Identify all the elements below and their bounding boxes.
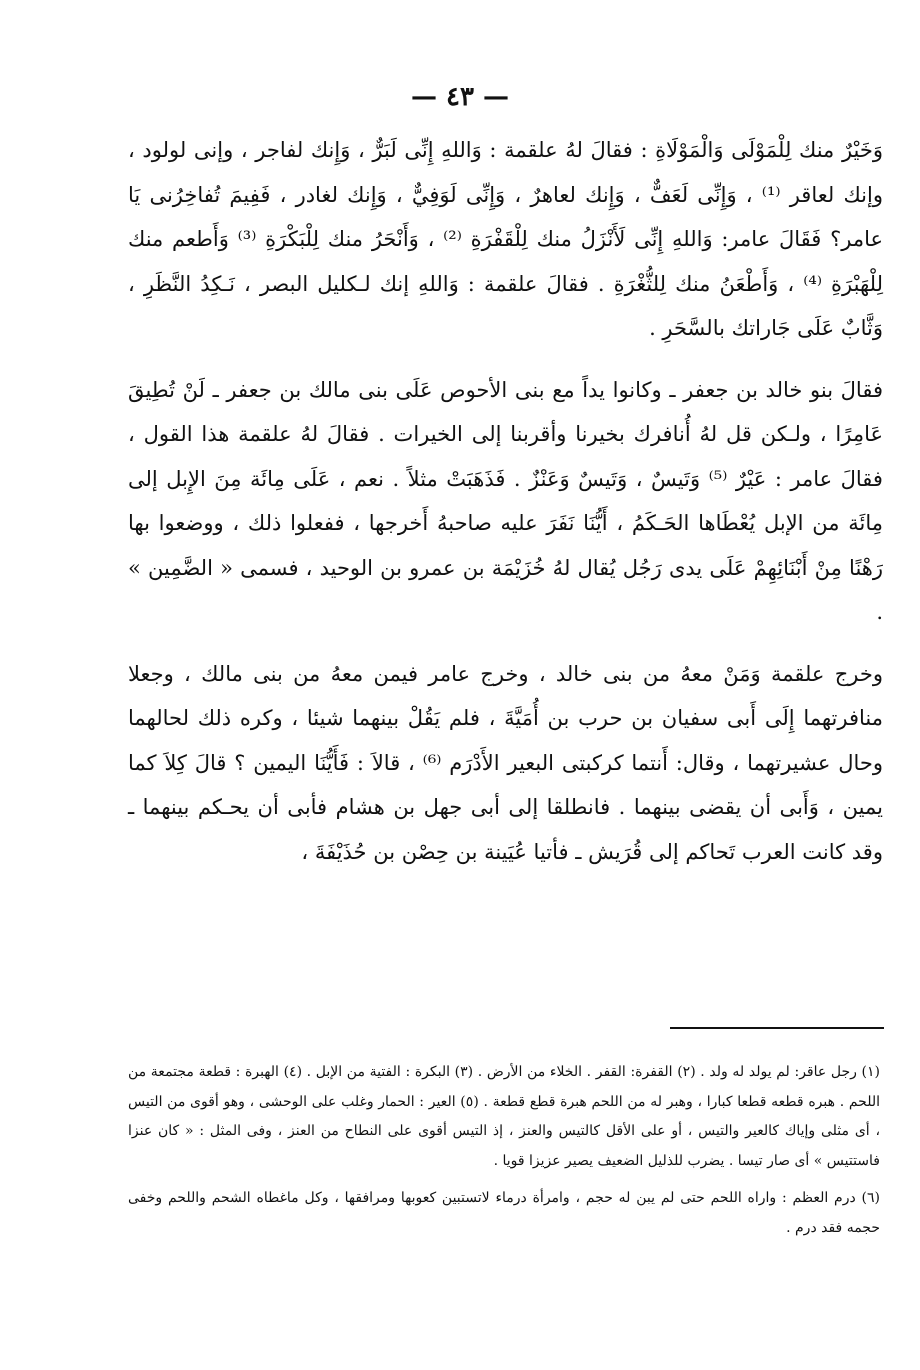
paragraph-3: وخرج علقمة وَمَنْ معهُ من بنى خالد ، وخرج عامر فيمن معهُ من بنى مالك ، وجعلا منافرتهما إِلَى أَبى سفيان بن حرب بن أُمَيَّةَ ، فلم يَقُلْ بينهما شيئا ، وكره ذلك لحالهما وحال عشيرتهما ، وقال: أَنتما كركبتى البعير الأَدْرَم ⁽⁶⁾ ، قالاَ : فَأَيُّنَا اليمين ؟ قالَ كِلاَ كما يمين ، وَأَبى أن يقضى بينهما . فانطلقا إلى أبى جهل بن هشام فأبى أن يحـكم بينهما ـ وقد كانت العرب تَحاكم إلى قُرَيش ـ فأتيا عُيَينة بن حِصْن بن حُذَيْفَةَ ، — [128, 661, 883, 864]
footnote-divider — [670, 1027, 884, 1029]
main-text — [128, 128, 883, 891]
footnotes — [128, 1058, 880, 1251]
paragraph-1: وَخَيْرٌ منك لِلْمَوْلَى وَالْمَوْلَاةِ : فقالَ لهُ علقمة : وَاللهِ إِنِّى لَبَرٌّ ، وَإِنك لفاجر ، وإنى لولود ، وإنك لعاقر ⁽¹⁾ ، وَإِنِّى لَعَفٌّ ، وَإِنك لعاهرٌ ، وَإِنِّى لَوَفِيٌّ ، وَإِنك لغادر ، فَفِيمَ تُفاخِرُنى يَا عامر؟ فَقَالَ عامر: وَاللهِ إِنِّى لَأَنْزَلُ منك لِلْقَفْرَةِ ⁽²⁾ ، وَأَنْحَرُ منك لِلْبَكْرَةِ ⁽³⁾ وَأَطعم منك لِلْهَبْرَةِ ⁽⁴⁾ ، وَأَطْعَنُ منك لِلثُّغْرَةِ . فقالَ علقمة : وَاللهِ إنك لـكليل البصر ، نَـكِدُ النَّظَرِ ، وَثَّابٌ عَلَى جَاراتك بالسَّحَرِ . — [128, 138, 884, 340]
page-number: — ٤٣ — — [410, 82, 510, 112]
paragraph-2: فقالَ بنو خالد بن جعفر ـ وكانوا يداً مع بنى الأحوص عَلَى بنى مالك بن جعفر ـ لَنْ تُطِيقَ عَامِرًا ، ولـكن قل لهُ أُنافرك بخيرنا وأقربنا إلى الخيرات . فقالَ لهُ علقمة هذا القول ، فقالَ عامر : عَيْرٌ ⁽⁵⁾ وَتَيسٌ ، وَتَيسٌ وَعَنْزٌ . فَذَهَبَتْ مثلاً . نعم ، عَلَى مِائَة مِنَ الإِبل إلى مِائَة من الإبل يُعْطَاها الحَـكَمُ ، أَيُّنَا نَفَرَ عليه صاحبهُ أَخرجها ، ففعلوا ذلك ، ووضعوا بها رَهْنًا مِنْ أَبْنَائِهِمْ عَلَى يدى رَجُل يُقال لهُ خُزَيْمَة بن عمرو بن الوحيد ، فسمى « الضَّمِين » . — [128, 377, 883, 624]
footnote-block-2: (٦) درم العظم : واراه اللحم حتى لم يبن له حجم ، وامرأة درماء لاتستبين كعوبها ومرافقها ، وكل ماغطاه الشحم واللحم وخفى حجمه فقد درم . — [128, 1190, 880, 1236]
footnote-block-1: (١) رجل عاقر: لم يولد له ولد . (٢) القفرة: القفر . الخلاء من الأرض . (٣) البكرة : الفتية من الإبل . (٤) الهبرة : قطعة مجتمعة من اللحم . هبره قطعه قطعا كبارا ، وهبر له من اللحم هبرة قطع قطعة . (٥) العير : الحمار وغلب على الوحشى ، وهو أقوى من التيس ، أى مثلى وإياك كالعير والتيس ، أو على الأقل كالتيس والعنز ، إذ التيس أقوى على النطاح من العنز ، وفى المثل : « كان عنزا فاستتيس » أى صار تيسا . يضرب للذليل الضعيف يصير عزيزا قويا . — [128, 1064, 881, 1169]
